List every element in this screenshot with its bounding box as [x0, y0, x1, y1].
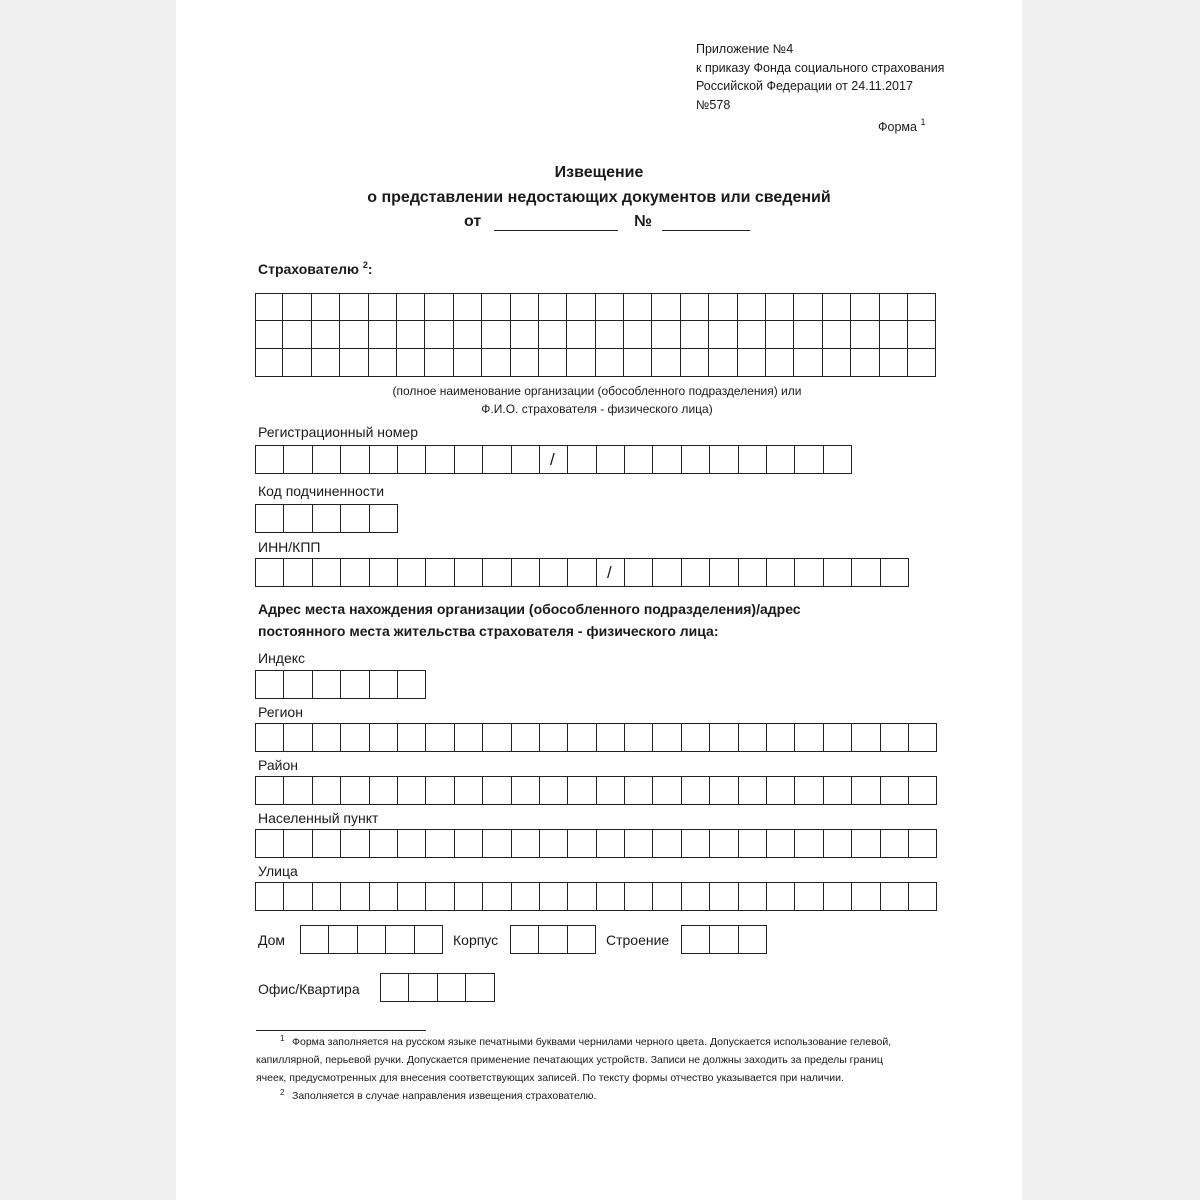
input-cell[interactable]: [625, 446, 653, 474]
input-cell[interactable]: [682, 830, 710, 858]
input-cell[interactable]: [283, 293, 311, 321]
input-cell[interactable]: [540, 830, 568, 858]
footnote-1-mark: 1: [280, 1034, 285, 1043]
input-cell[interactable]: [824, 830, 852, 858]
input-cell[interactable]: [568, 883, 596, 911]
input-cell[interactable]: [824, 777, 852, 805]
input-cell[interactable]: [624, 321, 652, 349]
input-cell[interactable]: [426, 777, 454, 805]
input-cell[interactable]: [256, 830, 284, 858]
input-cell[interactable]: [567, 293, 595, 321]
number-label: №: [634, 213, 652, 230]
input-cell[interactable]: [341, 830, 369, 858]
input-cell[interactable]: [652, 349, 680, 377]
input-cell[interactable]: [881, 724, 909, 752]
input-cell[interactable]: [824, 883, 852, 911]
input-cell[interactable]: [767, 559, 795, 587]
input-cell[interactable]: [256, 559, 284, 587]
input-cell[interactable]: [284, 505, 312, 533]
input-cell[interactable]: [370, 446, 398, 474]
input-cell[interactable]: [301, 926, 329, 954]
input-cell[interactable]: [256, 883, 284, 911]
header-line-2: к приказу Фонда социального страхования: [696, 60, 945, 75]
input-cell[interactable]: [710, 777, 738, 805]
input-cell[interactable]: [256, 505, 284, 533]
input-cell[interactable]: [256, 446, 284, 474]
input-cell[interactable]: [455, 830, 483, 858]
input-cell[interactable]: [340, 349, 368, 377]
input-cell[interactable]: [739, 830, 767, 858]
input-cell[interactable]: [370, 777, 398, 805]
document-page: [176, 0, 1022, 1200]
input-cell[interactable]: [455, 724, 483, 752]
insurer-footnote-mark: 2: [362, 260, 368, 270]
input-cell[interactable]: [284, 724, 312, 752]
input-cell[interactable]: [851, 293, 879, 321]
input-cell[interactable]: [908, 349, 936, 377]
input-cell[interactable]: [284, 777, 312, 805]
input-cell[interactable]: [652, 293, 680, 321]
input-cell[interactable]: [313, 883, 341, 911]
input-cell[interactable]: [511, 349, 539, 377]
footnote-1-line-3: ячеек, предусмотренных для внесения соответствующих записей. По тексту формы отчество указывается при наличии.: [256, 1072, 844, 1084]
input-cell[interactable]: [597, 883, 625, 911]
input-cell[interactable]: [369, 321, 397, 349]
input-cell[interactable]: [851, 321, 879, 349]
input-cell[interactable]: [438, 974, 466, 1002]
form-footnote-mark: 1: [920, 117, 926, 127]
input-cell[interactable]: [880, 293, 908, 321]
input-cell[interactable]: [597, 724, 625, 752]
index-label: Индекс: [258, 650, 306, 666]
input-cell[interactable]: [313, 777, 341, 805]
input-cell[interactable]: [256, 724, 284, 752]
input-cell[interactable]: [539, 926, 567, 954]
street-label: Улица: [258, 863, 298, 879]
input-cell[interactable]: [851, 349, 879, 377]
footnote-2-mark: 2: [280, 1088, 285, 1097]
subordination-code-grid[interactable]: [255, 504, 398, 533]
input-cell[interactable]: [340, 321, 368, 349]
input-cell[interactable]: [567, 321, 595, 349]
input-cell[interactable]: [568, 446, 596, 474]
input-cell[interactable]: [682, 926, 710, 954]
input-cell[interactable]: [567, 349, 595, 377]
input-cell[interactable]: [767, 777, 795, 805]
input-cell[interactable]: [709, 321, 737, 349]
title-line-2: о представлении недостающих документов или сведений: [367, 189, 831, 206]
input-cell[interactable]: [881, 777, 909, 805]
input-cell[interactable]: [483, 830, 511, 858]
input-cell[interactable]: [426, 883, 454, 911]
input-cell[interactable]: [653, 446, 681, 474]
building-grid[interactable]: [510, 925, 596, 954]
input-cell[interactable]: [454, 349, 482, 377]
input-cell[interactable]: [852, 883, 880, 911]
input-cell[interactable]: [512, 559, 540, 587]
input-cell[interactable]: [795, 446, 823, 474]
input-cell[interactable]: [653, 830, 681, 858]
input-cell[interactable]: [398, 446, 426, 474]
input-cell[interactable]: [341, 446, 369, 474]
input-cell[interactable]: [795, 559, 823, 587]
input-cell[interactable]: [370, 559, 398, 587]
input-cell[interactable]: [398, 830, 426, 858]
input-cell[interactable]: [370, 505, 398, 533]
header-line-3: Российской Федерации от 24.11.2017: [696, 79, 913, 93]
input-cell[interactable]: [341, 505, 369, 533]
cell-row: [255, 321, 936, 349]
input-cell[interactable]: [767, 724, 795, 752]
input-cell[interactable]: [568, 830, 596, 858]
input-cell[interactable]: [425, 293, 453, 321]
input-cell[interactable]: [425, 321, 453, 349]
input-cell[interactable]: [881, 830, 909, 858]
input-cell[interactable]: [370, 671, 398, 699]
input-cell[interactable]: [539, 349, 567, 377]
input-cell[interactable]: [597, 446, 625, 474]
input-cell[interactable]: [483, 883, 511, 911]
input-cell[interactable]: [511, 926, 539, 954]
input-cell[interactable]: [710, 559, 738, 587]
input-cell[interactable]: [370, 883, 398, 911]
input-cell[interactable]: [568, 777, 596, 805]
input-cell[interactable]: [540, 883, 568, 911]
input-cell[interactable]: [255, 349, 283, 377]
input-cell[interactable]: [682, 446, 710, 474]
input-cell[interactable]: [652, 321, 680, 349]
input-cell[interactable]: [398, 671, 426, 699]
input-cell[interactable]: [738, 321, 766, 349]
input-cell[interactable]: [625, 559, 653, 587]
input-cell[interactable]: [795, 777, 823, 805]
input-cell[interactable]: [909, 724, 937, 752]
street-grid[interactable]: [255, 882, 937, 911]
input-cell[interactable]: [341, 777, 369, 805]
input-cell[interactable]: [852, 777, 880, 805]
inn-kpp-separator: /: [607, 563, 612, 582]
footnote-1-line-1: Форма заполняется на русском языке печатными буквами чернилами черного цвета. Допускается использование гелевой,: [292, 1036, 892, 1048]
input-cell[interactable]: [766, 293, 794, 321]
input-cell[interactable]: [880, 321, 908, 349]
input-cell[interactable]: [738, 349, 766, 377]
input-cell[interactable]: [823, 321, 851, 349]
input-cell[interactable]: [908, 321, 936, 349]
input-cell[interactable]: [482, 293, 510, 321]
input-cell[interactable]: [597, 777, 625, 805]
input-cell[interactable]: [284, 671, 312, 699]
input-cell[interactable]: [284, 830, 312, 858]
input-cell[interactable]: [653, 883, 681, 911]
footnote-1-line-2: капиллярной, перьевой ручки. Допускается применение печатающих устройств. Записи не должны заходить за пределы границ: [256, 1054, 883, 1066]
input-cell[interactable]: [483, 724, 511, 752]
input-cell[interactable]: [909, 883, 937, 911]
district-grid[interactable]: [255, 776, 937, 805]
input-cell[interactable]: [397, 349, 425, 377]
input-cell[interactable]: [426, 830, 454, 858]
input-cell[interactable]: [511, 293, 539, 321]
input-cell[interactable]: [409, 974, 437, 1002]
input-cell[interactable]: [329, 926, 357, 954]
input-cell[interactable]: [568, 724, 596, 752]
input-cell[interactable]: [312, 321, 340, 349]
locality-label: Населенный пункт: [258, 810, 379, 826]
header-line-4: №578: [696, 97, 731, 112]
from-label: от: [464, 213, 482, 230]
input-cell[interactable]: [381, 974, 409, 1002]
input-cell[interactable]: [767, 830, 795, 858]
input-cell[interactable]: [313, 724, 341, 752]
input-cell[interactable]: [795, 883, 823, 911]
district-label: Район: [258, 757, 298, 773]
footnote-2-text: Заполняется в случае направления извещения страхователю.: [292, 1090, 597, 1102]
input-cell[interactable]: [312, 293, 340, 321]
input-cell[interactable]: [512, 777, 540, 805]
input-cell[interactable]: [682, 777, 710, 805]
cell-row: [255, 293, 936, 321]
input-cell[interactable]: [283, 349, 311, 377]
input-cell[interactable]: [512, 724, 540, 752]
input-cell[interactable]: [625, 777, 653, 805]
input-cell[interactable]: [710, 830, 738, 858]
input-cell[interactable]: [539, 293, 567, 321]
input-cell[interactable]: [256, 777, 284, 805]
reg-number-separator: /: [550, 450, 555, 469]
input-cell[interactable]: [340, 293, 368, 321]
region-grid[interactable]: [255, 723, 937, 752]
input-cell[interactable]: [739, 724, 767, 752]
input-cell[interactable]: [852, 830, 880, 858]
input-cell[interactable]: [284, 883, 312, 911]
input-cell[interactable]: [284, 559, 312, 587]
input-cell[interactable]: [795, 830, 823, 858]
input-cell[interactable]: [909, 830, 937, 858]
input-cell[interactable]: [710, 883, 738, 911]
input-cell[interactable]: [284, 446, 312, 474]
input-cell[interactable]: [795, 724, 823, 752]
input-cell[interactable]: [653, 559, 681, 587]
input-cell[interactable]: [425, 349, 453, 377]
input-cell[interactable]: [709, 293, 737, 321]
input-cell[interactable]: [398, 777, 426, 805]
input-cell[interactable]: [682, 559, 710, 587]
input-cell[interactable]: [426, 446, 454, 474]
subordination-code-label: Код подчиненности: [258, 483, 385, 499]
input-cell[interactable]: [852, 559, 880, 587]
input-cell[interactable]: [596, 293, 624, 321]
input-cell[interactable]: [794, 349, 822, 377]
house-label: Дом: [258, 932, 286, 948]
input-cell[interactable]: [454, 321, 482, 349]
input-cell[interactable]: [341, 883, 369, 911]
input-cell[interactable]: [386, 926, 414, 954]
input-cell[interactable]: [397, 293, 425, 321]
input-cell[interactable]: [794, 293, 822, 321]
input-cell[interactable]: [455, 446, 483, 474]
input-cell[interactable]: [512, 446, 540, 474]
input-cell[interactable]: [398, 559, 426, 587]
insurer-caption-line-1: (полное наименование организации (обособленного подразделения) или: [392, 384, 802, 398]
input-cell[interactable]: [681, 293, 709, 321]
input-cell[interactable]: [341, 671, 369, 699]
cell-row: [255, 349, 936, 377]
inn-kpp-grid[interactable]: [255, 558, 909, 587]
input-cell[interactable]: [710, 724, 738, 752]
input-cell[interactable]: [710, 926, 738, 954]
header-line-1: Приложение №4: [696, 42, 794, 56]
input-cell[interactable]: [455, 559, 483, 587]
input-cell[interactable]: [313, 830, 341, 858]
input-cell[interactable]: [739, 777, 767, 805]
input-cell[interactable]: [710, 446, 738, 474]
office-label: Офис/Квартира: [258, 981, 360, 997]
input-cell[interactable]: [483, 559, 511, 587]
input-cell[interactable]: [908, 293, 936, 321]
reg-number-label: Регистрационный номер: [258, 424, 418, 440]
input-cell[interactable]: [597, 830, 625, 858]
input-cell[interactable]: [511, 321, 539, 349]
date-number-line: [464, 213, 750, 231]
input-cell[interactable]: [466, 974, 494, 1002]
input-cell[interactable]: [739, 926, 767, 954]
input-cell[interactable]: [455, 777, 483, 805]
input-cell[interactable]: [512, 883, 540, 911]
input-cell[interactable]: [739, 446, 767, 474]
input-cell[interactable]: [313, 671, 341, 699]
structure-label: Строение: [606, 932, 670, 948]
input-cell[interactable]: [369, 293, 397, 321]
input-cell[interactable]: [824, 559, 852, 587]
input-cell[interactable]: [653, 724, 681, 752]
input-cell[interactable]: [341, 724, 369, 752]
input-cell[interactable]: [681, 349, 709, 377]
insurer-name-grid[interactable]: [255, 293, 936, 377]
form-label: Форма $^1$: [878, 117, 926, 134]
input-cell[interactable]: [823, 293, 851, 321]
input-cell[interactable]: [313, 505, 341, 533]
input-cell[interactable]: [482, 349, 510, 377]
input-cell[interactable]: [483, 777, 511, 805]
input-cell[interactable]: [358, 926, 386, 954]
index-grid[interactable]: [255, 670, 426, 699]
input-cell[interactable]: [767, 446, 795, 474]
building-label: Корпус: [453, 932, 499, 948]
input-cell[interactable]: [824, 446, 852, 474]
input-cell[interactable]: [682, 883, 710, 911]
input-cell[interactable]: [824, 724, 852, 752]
structure-grid[interactable]: [681, 925, 767, 954]
input-cell[interactable]: [596, 321, 624, 349]
input-cell[interactable]: [624, 293, 652, 321]
input-cell[interactable]: [283, 321, 311, 349]
input-cell[interactable]: [426, 724, 454, 752]
input-cell[interactable]: [313, 446, 341, 474]
input-cell[interactable]: [766, 321, 794, 349]
input-cell[interactable]: [426, 559, 454, 587]
input-cell[interactable]: [539, 321, 567, 349]
input-cell[interactable]: [370, 724, 398, 752]
number-blank[interactable]: [662, 214, 750, 231]
input-cell[interactable]: [370, 830, 398, 858]
input-cell[interactable]: [540, 724, 568, 752]
input-cell[interactable]: [738, 293, 766, 321]
input-cell[interactable]: [880, 349, 908, 377]
input-cell[interactable]: [568, 559, 596, 587]
input-cell[interactable]: [398, 724, 426, 752]
input-cell[interactable]: [256, 671, 284, 699]
input-cell[interactable]: [397, 321, 425, 349]
input-cell[interactable]: [625, 830, 653, 858]
input-cell[interactable]: [794, 321, 822, 349]
input-cell[interactable]: [568, 926, 596, 954]
input-cell[interactable]: [739, 883, 767, 911]
region-label: Регион: [258, 704, 303, 720]
input-cell[interactable]: [823, 349, 851, 377]
input-cell[interactable]: [398, 883, 426, 911]
input-cell[interactable]: [625, 883, 653, 911]
address-heading-line-2: постоянного места жительства страхователя - физического лица:: [258, 623, 719, 639]
input-cell[interactable]: [881, 883, 909, 911]
locality-grid[interactable]: [255, 829, 937, 858]
input-cell[interactable]: [455, 883, 483, 911]
input-cell[interactable]: [341, 559, 369, 587]
office-grid[interactable]: [380, 973, 495, 1002]
input-cell[interactable]: [681, 321, 709, 349]
insurer-caption-line-2: Ф.И.О. страхователя - физического лица): [481, 402, 713, 416]
input-cell[interactable]: [415, 926, 443, 954]
title-line-1: Извещение: [554, 164, 644, 181]
input-cell[interactable]: [682, 724, 710, 752]
input-cell[interactable]: [540, 777, 568, 805]
address-heading-line-1: Адрес места нахождения организации (обособленного подразделения)/адрес: [258, 601, 801, 617]
input-cell[interactable]: [312, 349, 340, 377]
input-cell[interactable]: [766, 349, 794, 377]
input-cell[interactable]: [369, 349, 397, 377]
input-cell[interactable]: [512, 830, 540, 858]
input-cell[interactable]: [540, 559, 568, 587]
input-cell[interactable]: [739, 559, 767, 587]
input-cell[interactable]: [255, 321, 283, 349]
input-cell[interactable]: [767, 883, 795, 911]
input-cell[interactable]: [625, 724, 653, 752]
input-cell[interactable]: [482, 321, 510, 349]
input-cell[interactable]: [624, 349, 652, 377]
input-cell[interactable]: [255, 293, 283, 321]
input-cell[interactable]: [483, 446, 511, 474]
insurer-label: Страхователю $^2$:: [258, 260, 373, 277]
input-cell[interactable]: [454, 293, 482, 321]
input-cell[interactable]: [852, 724, 880, 752]
input-cell[interactable]: [881, 559, 909, 587]
input-cell[interactable]: [596, 349, 624, 377]
inn-kpp-label: ИНН/КПП: [258, 539, 321, 555]
input-cell[interactable]: [709, 349, 737, 377]
house-grid[interactable]: [300, 925, 443, 954]
date-blank[interactable]: [494, 214, 618, 231]
input-cell[interactable]: [653, 777, 681, 805]
input-cell[interactable]: [909, 777, 937, 805]
input-cell[interactable]: [313, 559, 341, 587]
